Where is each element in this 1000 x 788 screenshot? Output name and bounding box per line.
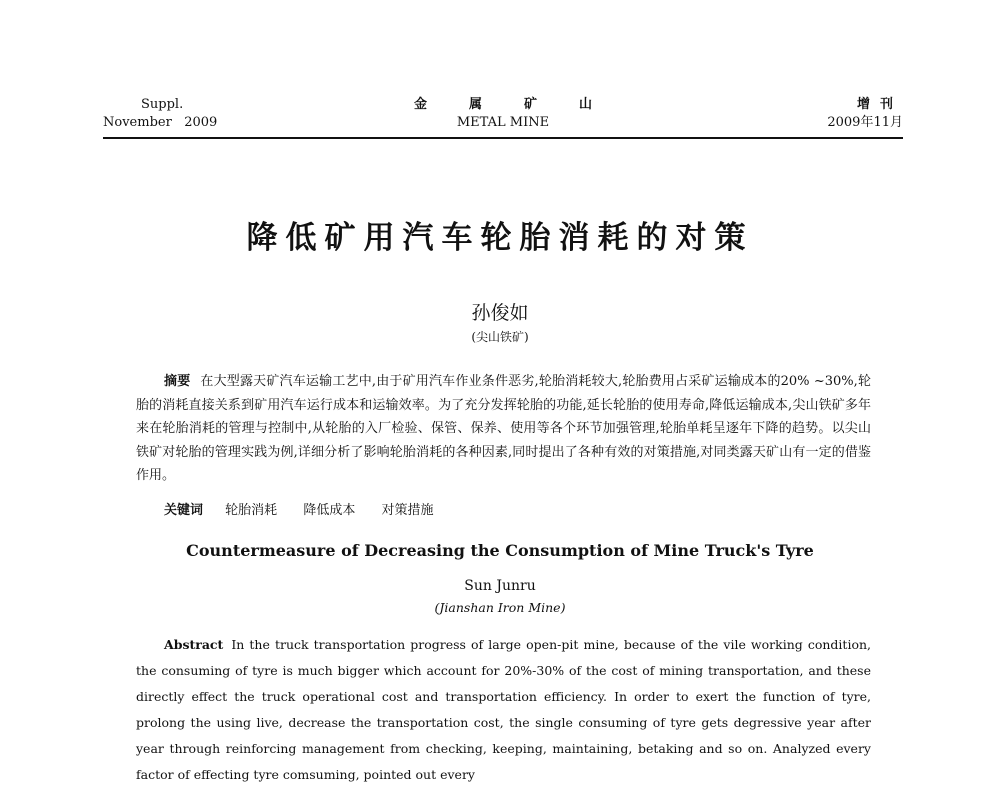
keyword-item: 对策措施 xyxy=(381,503,434,518)
abstract-cn xyxy=(136,370,871,488)
article-title-cn: 降低矿用汽车轮胎消耗的对策 xyxy=(246,220,754,256)
running-header xyxy=(103,96,903,136)
header-right xyxy=(827,96,903,132)
author-affiliation-cn: (尖山铁矿) xyxy=(471,330,529,344)
header-rule xyxy=(103,137,903,139)
header-center xyxy=(103,96,903,132)
header-suppl: Suppl. xyxy=(141,97,184,112)
author-name-cn: 孙俊如 xyxy=(471,302,529,324)
journal-name-cn: 金属矿山 xyxy=(413,97,634,112)
keyword-item: 降低成本 xyxy=(303,503,356,518)
header-date-en: November 2009 xyxy=(103,115,218,130)
abstract-cn-label: 摘要 xyxy=(164,374,191,389)
author-affiliation-en: (Jianshan Iron Mine) xyxy=(434,600,566,615)
header-date-cn: 2009年11月 xyxy=(827,115,903,130)
abstract-en xyxy=(136,632,871,788)
author-name-en: Sun Junru xyxy=(464,578,536,594)
keywords-cn-label: 关键词 xyxy=(164,503,204,518)
keyword-item: 轮胎消耗 xyxy=(225,503,278,518)
article-title-en: Countermeasure of Decreasing the Consumption of Mine Truck's Tyre xyxy=(186,541,814,560)
keywords-cn xyxy=(164,499,455,518)
abstract-en-text: In the truck transportation progress of large open-pit mine, because of the vile working condition, the consuming of tyre is much bigger which account for 20%-30% of the cost of mining transportation, and these directly effect the truck operational cost and transportation efficiency. In order to exert the function of tyre, prolong the using live, decrease the transportation cost, the single consuming of tyre gets degressive year after year through reinforcing management from checking, keeping, maintaining, betaking and so on. Analyzed every factor of effecting tyre comsuming, pointed out every xyxy=(136,637,871,782)
journal-name-en: METAL MINE xyxy=(456,115,550,130)
header-supplement-cn: 增刊 xyxy=(856,97,903,112)
abstract-en-label: Abstract xyxy=(164,637,224,652)
abstract-cn-text: 在大型露天矿汽车运输工艺中,由于矿用汽车作业条件恶劣,轮胎消耗较大,轮胎费用占采矿运输成本的20% ~30%,轮胎的消耗直接关系到矿用汽车运行成本和运输效率。为了充分发挥轮胎的功能,延长轮胎的使用寿命,降低运输成本,尖山铁矿多年来在轮胎消耗的管理与控制中,从轮胎的入厂检验、保管、保养、使用等各个环节加强管理,轮胎单耗呈逐年下降的趋势。以尖山铁矿对轮胎的管理实践为例,详细分析了影响轮胎消耗的各种因素,同时提出了各种有效的对策措施,对同类露天矿山有一定的借鉴作用。 xyxy=(136,374,871,483)
